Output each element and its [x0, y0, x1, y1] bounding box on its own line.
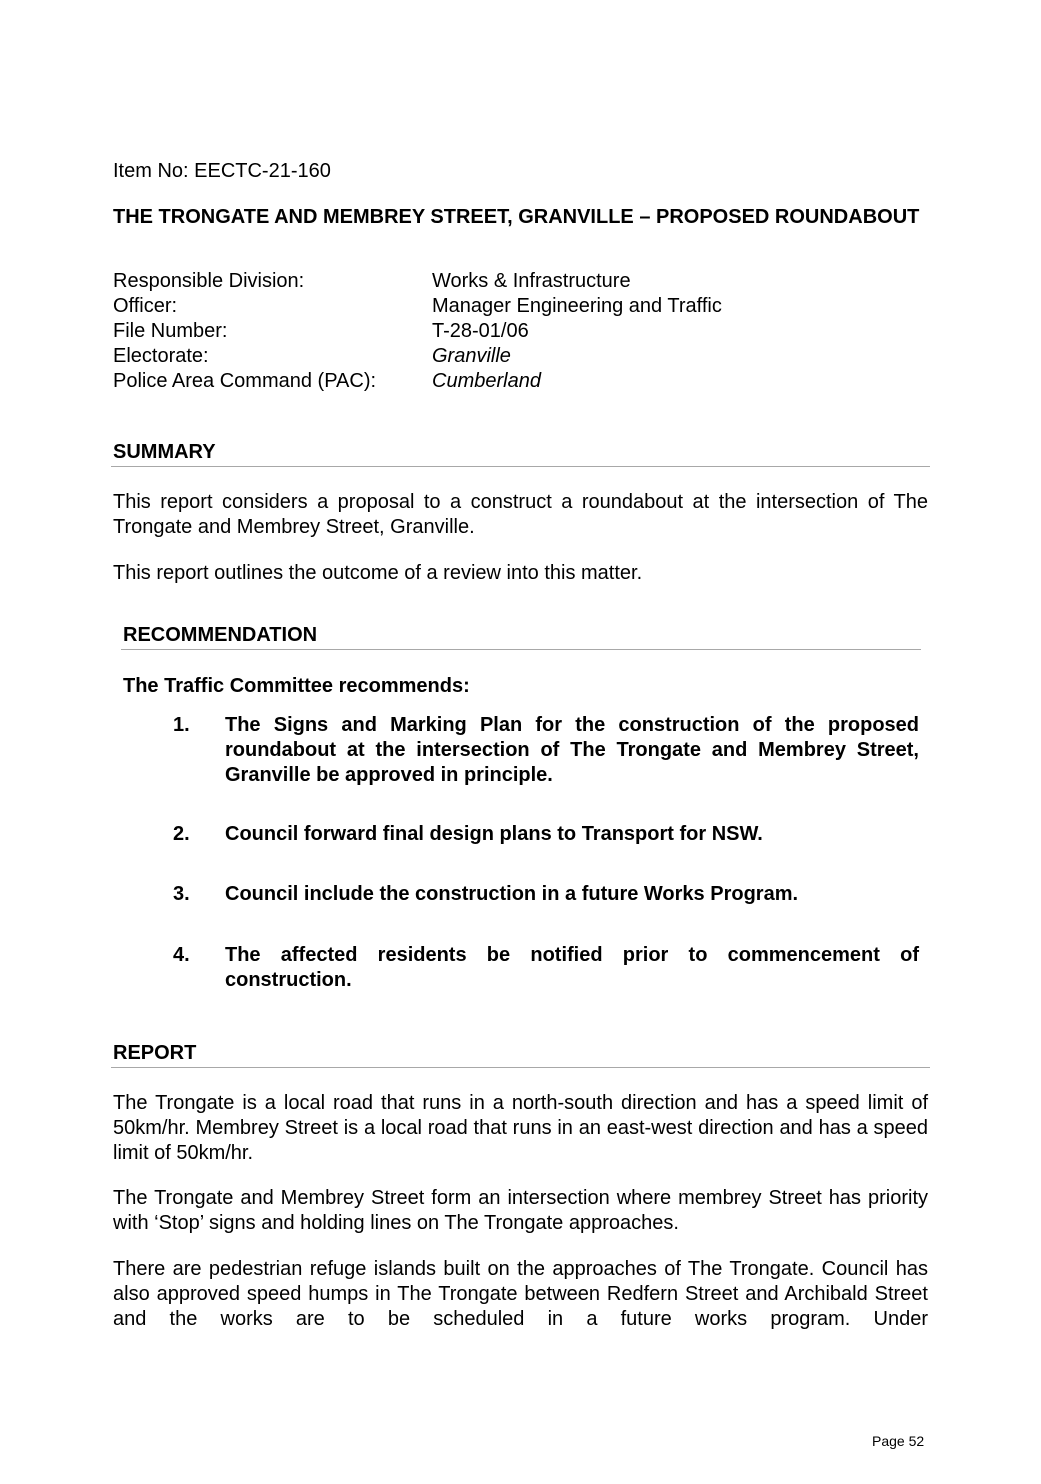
- report-paragraph: The Trongate is a local road that runs in a north-south direction and has a speed limit of 50km/hr. Membrey Street is a local road that runs in an east-west direction and has a speed limit of 50km/hr.: [113, 1092, 928, 1164]
- meta-value: T-28-01/06: [432, 320, 529, 342]
- list-item-text: The Signs and Marking Plan for the construction of the proposed roundabout at the intersection of The Trongate and Membrey Street, Granville be approved in principle.: [225, 714, 919, 786]
- meta-value: Cumberland: [432, 370, 541, 392]
- recommendation-heading: RECOMMENDATION: [123, 624, 318, 646]
- meta-label: Police Area Command (PAC):: [113, 370, 377, 392]
- report-heading: REPORT: [113, 1042, 197, 1064]
- meta-label: Responsible Division:: [113, 270, 305, 292]
- report-divider: [111, 1067, 930, 1068]
- list-item-text: Council forward final design plans to Transport for NSW.: [225, 823, 763, 845]
- meta-label: Officer:: [113, 295, 178, 317]
- report-paragraph: There are pedestrian refuge islands built on the approaches of The Trongate. Council has also approved speed humps in The Trongate between Redfern Street and Archibald Street and the works are to be scheduled in a future works program. Under: [113, 1258, 928, 1330]
- report-paragraph: The Trongate and Membrey Street form an intersection where membrey Street has priority with ‘Stop’ signs and holding lines on The Trongate approaches.: [113, 1187, 928, 1234]
- summary-divider: [111, 466, 930, 467]
- list-item-number: 3.: [173, 883, 190, 905]
- list-item-number: 4.: [173, 944, 190, 966]
- summary-paragraph: This report outlines the outcome of a review into this matter.: [113, 562, 643, 584]
- list-item-text: Council include the construction in a future Works Program.: [225, 883, 799, 905]
- list-item-number: 2.: [173, 823, 190, 845]
- item-number: Item No: EECTC-21-160: [113, 160, 331, 182]
- meta-value: Works & Infrastructure: [432, 270, 631, 292]
- meta-value: Manager Engineering and Traffic: [432, 295, 722, 317]
- meta-value: Granville: [432, 345, 511, 367]
- summary-paragraph: This report considers a proposal to a construct a roundabout at the intersection of The Trongate and Membrey Street, Granville.: [113, 491, 928, 538]
- page-number: Page 52: [872, 1433, 925, 1449]
- list-item-number: 1.: [173, 714, 190, 736]
- summary-heading: SUMMARY: [113, 441, 216, 463]
- recommendation-intro: The Traffic Committee recommends:: [123, 675, 470, 697]
- meta-label: File Number:: [113, 320, 228, 342]
- list-item-text: The affected residents be notified prior to commencement of construction.: [225, 944, 919, 991]
- recommendation-divider: [121, 649, 921, 650]
- meta-label: Electorate:: [113, 345, 209, 367]
- report-title: THE TRONGATE AND MEMBREY STREET, GRANVILLE – PROPOSED ROUNDABOUT: [113, 206, 920, 228]
